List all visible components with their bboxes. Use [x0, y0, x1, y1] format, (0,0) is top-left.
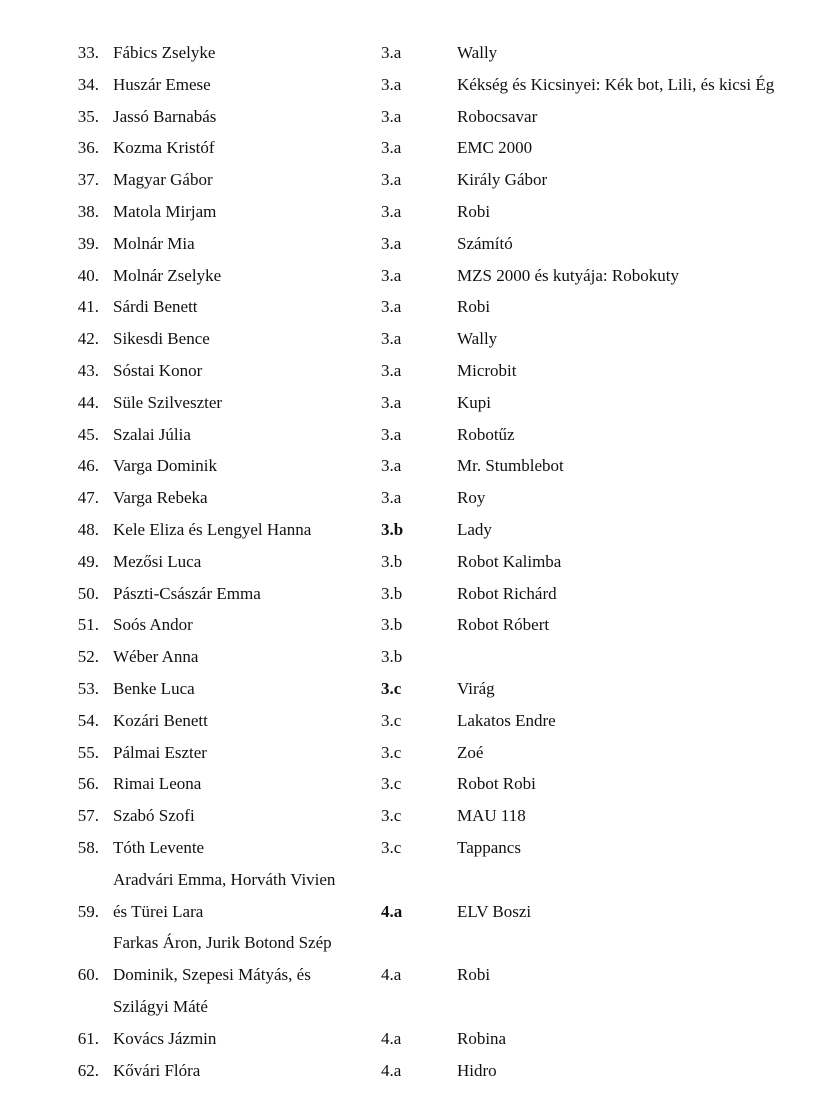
row-number: 47. [77, 488, 99, 508]
row-number: 53. [77, 679, 99, 698]
table-row [0, 360, 828, 382]
row-number: 54. [77, 710, 99, 730]
student-name: Sárdi Benett [113, 297, 198, 317]
student-name: Kovács Jázmin [113, 1028, 217, 1048]
table-row [0, 901, 828, 923]
row-number: 46. [77, 456, 99, 476]
robot-name: Lakatos Endre [457, 710, 556, 730]
table-row [0, 805, 828, 827]
robot-name: Zoé [457, 742, 484, 762]
robot-name: Robot Róbert [457, 615, 550, 635]
table-row [0, 392, 828, 414]
student-name: Fábics Zselyke [113, 43, 216, 62]
student-name: Pászti-Császár Emma [113, 583, 261, 603]
student-name: Süle Szilveszter [113, 392, 223, 412]
row-number: 60. [77, 965, 99, 985]
robot-name: Király Gábor [457, 170, 548, 190]
class-label: 3.a [381, 106, 402, 126]
table-row [0, 932, 828, 954]
student-name: Soós Andor [113, 615, 193, 635]
row-number: 42. [77, 329, 99, 349]
class-label: 3.b [381, 615, 403, 635]
table-row [0, 583, 828, 605]
class-label: 3.a [381, 456, 402, 476]
table-row [0, 328, 828, 350]
row-number: 38. [77, 202, 99, 221]
robot-name: EMC 2000 [457, 138, 533, 158]
row-number: 48. [77, 520, 99, 539]
robot-name: Robi [457, 297, 491, 317]
class-label: 3.c [381, 838, 402, 857]
class-label: 3.c [381, 806, 402, 826]
robot-name: Kupi [457, 392, 491, 412]
row-number: 33. [77, 43, 99, 62]
class-label: 3.a [381, 233, 402, 253]
row-number: 59. [77, 901, 99, 921]
class-label: 4.a [381, 1060, 402, 1080]
robot-name: Robina [457, 1028, 507, 1048]
table-row [0, 773, 828, 795]
student-name: Kozári Benett [113, 710, 208, 730]
table-row [0, 455, 828, 477]
student-name: Kele Eliza és Lengyel Hanna [113, 520, 312, 539]
class-label: 3.a [381, 74, 402, 94]
robot-name: Robi [457, 202, 491, 221]
row-number: 36. [77, 138, 99, 158]
student-name: Benke Luca [113, 679, 195, 698]
student-name: Szabó Szofi [113, 806, 195, 826]
class-label: 3.b [381, 520, 404, 539]
student-name: Kozma Kristóf [113, 138, 215, 158]
table-row [0, 964, 828, 986]
class-label: 3.a [381, 297, 402, 317]
table-row [0, 265, 828, 287]
robot-name: MZS 2000 és kutyája: Robokuty [457, 265, 679, 285]
table-row [0, 869, 828, 891]
student-name: Varga Dominik [113, 456, 218, 476]
robot-name: Robi [457, 965, 491, 985]
robot-name: Robot Kalimba [457, 551, 562, 571]
robot-name: Tappancs [457, 838, 521, 857]
row-number: 40. [77, 265, 99, 285]
class-label: 3.a [381, 329, 402, 349]
row-number: 35. [77, 106, 99, 126]
student-name: Molnár Mia [113, 233, 195, 253]
row-number: 50. [77, 583, 99, 603]
robot-name: Robot Robi [457, 774, 536, 794]
student-name: Szilágyi Máté [113, 997, 208, 1016]
class-label: 4.a [381, 1028, 402, 1048]
student-name: Sikesdi Bence [113, 329, 210, 349]
table-row [0, 106, 828, 128]
student-name: Molnár Zselyke [113, 265, 222, 285]
row-number: 52. [77, 647, 99, 667]
table-row [0, 646, 828, 668]
row-number: 62. [77, 1060, 99, 1080]
robot-name: Virág [457, 679, 495, 698]
table-row [0, 1028, 828, 1050]
table-row [0, 614, 828, 636]
robot-name: Lady [457, 520, 492, 539]
table-row [0, 296, 828, 318]
class-label: 3.a [381, 488, 402, 508]
class-label: 3.a [381, 202, 402, 221]
class-label: 3.a [381, 361, 402, 380]
student-name: Pálmai Eszter [113, 742, 207, 762]
class-label: 3.a [381, 43, 402, 62]
student-name: Farkas Áron, Jurik Botond Szép [113, 933, 332, 953]
row-number: 34. [77, 74, 99, 94]
student-name: Szalai Júlia [113, 424, 191, 444]
robot-name: Számító [457, 233, 513, 253]
table-row [0, 487, 828, 509]
student-name: Matola Mirjam [113, 202, 217, 221]
row-number: 45. [77, 424, 99, 444]
table-row [0, 742, 828, 764]
row-number: 37. [77, 170, 99, 190]
class-label: 3.a [381, 424, 402, 444]
student-name: Sóstai Konor [113, 361, 203, 380]
row-number: 44. [77, 392, 99, 412]
robot-name: Mr. Stumblebot [457, 456, 564, 476]
robot-name: Hidro [457, 1060, 497, 1080]
table-row [0, 551, 828, 573]
class-label: 3.a [381, 138, 402, 158]
table-row [0, 74, 828, 96]
student-name: Jassó Barnabás [113, 106, 217, 126]
student-name: Dominik, Szepesi Mátyás, és [113, 965, 311, 985]
row-number: 39. [77, 233, 99, 253]
class-label: 4.a [381, 901, 403, 921]
student-name: és Türei Lara [113, 901, 204, 921]
robot-name: Wally [457, 43, 498, 62]
class-label: 3.c [381, 774, 402, 794]
class-label: 3.c [381, 742, 402, 762]
table-row [0, 678, 828, 700]
robot-name: Robocsavar [457, 106, 538, 126]
student-name: Wéber Anna [113, 647, 199, 667]
row-number: 56. [77, 774, 99, 794]
table-row [0, 201, 828, 223]
row-number: 41. [77, 297, 99, 317]
row-number: 49. [77, 551, 99, 571]
student-name: Mezősi Luca [113, 551, 202, 571]
table-row [0, 42, 828, 64]
row-number: 55. [77, 742, 99, 762]
table-row [0, 837, 828, 859]
robot-name: MAU 118 [457, 806, 526, 826]
student-name: Huszár Emese [113, 74, 211, 94]
class-label: 3.c [381, 679, 402, 698]
table-row [0, 169, 828, 191]
table-row [0, 233, 828, 255]
robot-name: Roy [457, 488, 486, 508]
class-label: 3.a [381, 265, 402, 285]
class-label: 3.b [381, 647, 403, 667]
row-number: 58. [77, 838, 99, 857]
student-name: Kővári Flóra [113, 1060, 201, 1080]
robot-name: Wally [457, 329, 498, 349]
table-row [0, 710, 828, 732]
table-row [0, 424, 828, 446]
class-label: 3.a [381, 170, 402, 190]
row-number: 57. [77, 806, 99, 826]
robot-name: ELV Boszi [457, 901, 532, 921]
class-label: 3.b [381, 583, 403, 603]
table-row [0, 137, 828, 159]
student-name: Varga Rebeka [113, 488, 208, 508]
row-number: 61. [77, 1028, 99, 1048]
student-name: Rimai Leona [113, 774, 202, 794]
class-label: 4.a [381, 965, 402, 985]
robot-name: Microbit [457, 361, 517, 380]
robot-name: Robotűz [457, 424, 515, 444]
table-row [0, 1060, 828, 1082]
robot-name: Kékség és Kicsinyei: Kék bot, Lili, és kicsi Ég [457, 74, 775, 94]
class-label: 3.c [381, 710, 402, 730]
student-name: Tóth Levente [113, 838, 205, 857]
student-name: Magyar Gábor [113, 170, 213, 190]
class-label: 3.a [381, 392, 402, 412]
row-number: 51. [77, 615, 99, 635]
student-name: Aradvári Emma, Horváth Vivien [113, 869, 336, 889]
row-number: 43. [77, 361, 99, 380]
robot-name: Robot Richárd [457, 583, 557, 603]
table-row [0, 996, 828, 1018]
table-row [0, 519, 828, 541]
class-label: 3.b [381, 551, 403, 571]
